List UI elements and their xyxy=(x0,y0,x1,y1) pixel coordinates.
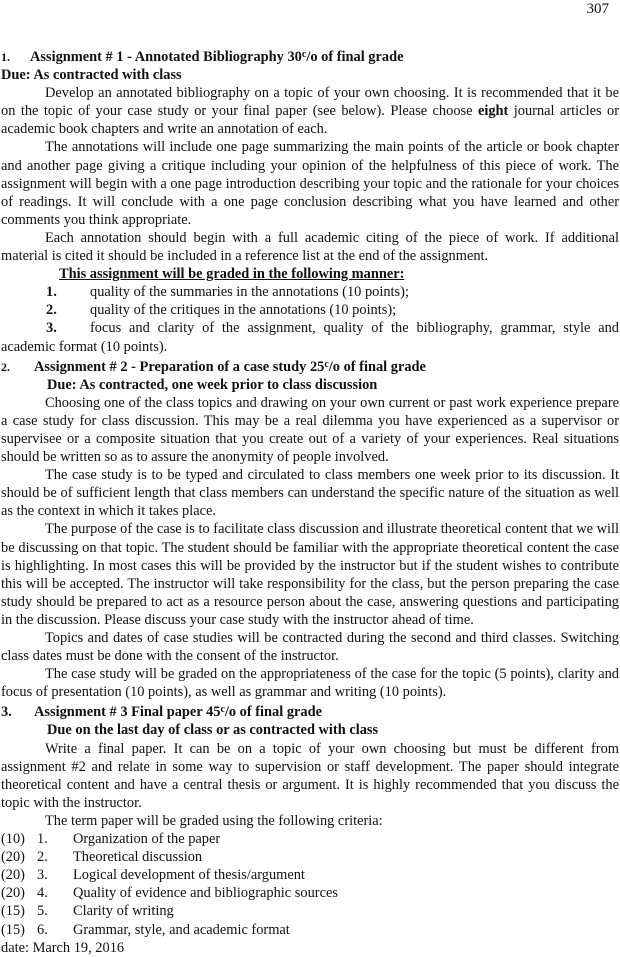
grading-heading: This assignment will be graded in the following manner: xyxy=(59,266,405,283)
criteria-points: (15) xyxy=(1,903,25,920)
assignment-3-paragraph-1: Write a final paper. It can be on a topic of your own choosing but must be different from assignment #2 and relate in some way to supervision or staff development. The paper should integrate theoretical content and have a central thesis or argument. It is highly recommended that you discuss the topic with the instructor. xyxy=(1,740,619,811)
assignment-1-heading xyxy=(1,46,619,66)
assignment-1-paragraph-3: Each annotation should begin with a full academic citing of the piece of work. If additional material is cited it should be included in a reference list at the end of the assignment. xyxy=(1,229,619,265)
criteria-text: Logical development of thesis/argument xyxy=(73,867,305,884)
assignment-3-due: Due on the last day of class or as contracted with class xyxy=(47,722,379,739)
criteria-points: (15) xyxy=(1,921,25,938)
page-number: 307 xyxy=(586,1,609,17)
criteria-intro: The term paper will be graded using the following criteria: xyxy=(45,812,383,829)
assignment-1-paragraph-2: The annotations will include one page summarizing the main points of the article or book chapter and another page giving a critique including your opinion of the helpfulness of this piece of work. The assignment will begin with a one page introduction describing your topic and the rationale for your choices of readings. It will conclude with a one page conclusion describing what you have learned and other comments you think appropriate. xyxy=(1,139,619,228)
grading-item-number: 3. xyxy=(46,320,57,337)
assignment-1-title: Assignment # 1 - Annotated Bibliography 30 xyxy=(30,49,302,65)
criteria-item xyxy=(1,902,619,920)
assignment-1-p1-bold: eight xyxy=(477,103,509,120)
criteria-points: (20) xyxy=(1,885,25,902)
grading-item xyxy=(1,319,619,355)
assignment-2-number: 2. xyxy=(1,359,10,374)
grading-item-text: quality of the summaries in the annotations (10 points); xyxy=(90,284,409,301)
criteria-points: (20) xyxy=(1,849,25,866)
criteria-number: 5. xyxy=(37,903,48,920)
criteria-text: Theoretical discussion xyxy=(73,849,203,866)
assignment-3-number: 3. xyxy=(1,704,12,721)
criteria-text: Quality of evidence and bibliographic sources xyxy=(73,885,338,902)
grading-item-text: quality of the critiques in the annotations (10 points); xyxy=(90,302,397,319)
assignment-1-p1-text: Develop an annotated bibliography on a topic of your own choosing. It is recommended that it be on the topic of your case study or your final paper (see below). Please choose xyxy=(1,85,619,120)
criteria-item xyxy=(1,830,619,848)
criteria-item xyxy=(1,921,619,939)
criteria-points: (20) xyxy=(1,867,25,884)
assignment-3-percent-sup: c xyxy=(220,704,225,716)
criteria-points: (10) xyxy=(1,831,25,848)
assignment-1-title-suffix: /o of final grade xyxy=(306,49,404,65)
criteria-text: Clarity of writing xyxy=(73,903,174,920)
criteria-item xyxy=(1,866,619,884)
criteria-number: 4. xyxy=(37,885,48,902)
assignment-2-title-suffix: /o of final grade xyxy=(328,358,426,375)
footer-date: date: March 19, 2016 xyxy=(1,939,125,956)
assignment-2-paragraph-5: The case study will be graded on the appropriateness of the case for the topic (5 points), clarity and focus of presentation (10 points), as well as grammar and writing (10 points). xyxy=(1,666,619,701)
assignment-1-number: 1. xyxy=(1,50,10,64)
assignment-2-paragraph-2: The case study is to be typed and circulated to class members one week prior to its discussion. It should be of sufficient length that class members can understand the specific nature of the situation as well as the context in which it takes place. xyxy=(1,467,619,520)
grading-item-text: focus and clarity of the assignment, quality of the bibliography, grammar, style and academic format (10 points). xyxy=(1,320,619,355)
assignment-3-title: Assignment # 3 Final paper 45 xyxy=(34,704,221,721)
criteria-text: Grammar, style, and academic format xyxy=(73,921,290,938)
page-content xyxy=(1,46,619,957)
assignment-2-paragraph-4: Topics and dates of case studies will be contracted during the second and third classes. Switching class dates must be done with the consent of the instructor. xyxy=(1,630,619,665)
criteria-item xyxy=(1,848,619,866)
assignment-3-heading xyxy=(1,701,619,721)
criteria-number: 1. xyxy=(37,831,48,848)
assignment-2-paragraph-1: Choosing one of the class topics and drawing on your own current or past work experience prepare a case study for class discussion. This may be a real dilemma you have experienced as a supervisor or supervisee or a composite situation that you create out of a variety of your experiences. Real situations should be written so as to assure the anonymity of people involved. xyxy=(1,394,619,466)
assignment-2-percent-sup: c xyxy=(324,358,329,370)
assignment-1-due: Due: As contracted with class xyxy=(1,67,182,84)
grading-item xyxy=(1,301,619,319)
criteria-number: 6. xyxy=(37,921,48,938)
grading-item xyxy=(1,283,619,301)
criteria-number: 2. xyxy=(37,849,48,866)
assignment-1-percent-sup: c xyxy=(301,49,307,60)
criteria-item xyxy=(1,884,619,902)
assignment-2-title: Assignment # 2 - Preparation of a case study 25 xyxy=(34,358,325,375)
assignment-1-p1-text-end: journal articles or academic book chapters and write an annotation of each. xyxy=(1,103,619,138)
assignment-2-due: Due: As contracted, one week prior to class discussion xyxy=(47,376,378,393)
assignment-2-heading xyxy=(1,356,619,376)
criteria-text: Organization of the paper xyxy=(73,831,221,848)
assignment-3-title-suffix: /o of final grade xyxy=(224,704,323,721)
assignment-1-paragraph-1 xyxy=(1,84,619,138)
grading-item-number: 1. xyxy=(46,284,57,301)
grading-item-number: 2. xyxy=(46,302,57,319)
criteria-number: 3. xyxy=(37,867,48,884)
assignment-2-paragraph-3: The purpose of the case is to facilitate class discussion and illustrate theoretical content that we will be discussing on that topic. The student should be familiar with the appropriate theoretical content the case is highlighting. In most cases this will be provided by the instructor but if the student wishes to contribute this will be accepted. The instructor will take responsibility for the class, but the person preparing the case study should be prepared to act as a resource person about the case, answering questions and participating in the discussion. Please discuss your case study with the instructor ahead of time. xyxy=(1,521,619,628)
